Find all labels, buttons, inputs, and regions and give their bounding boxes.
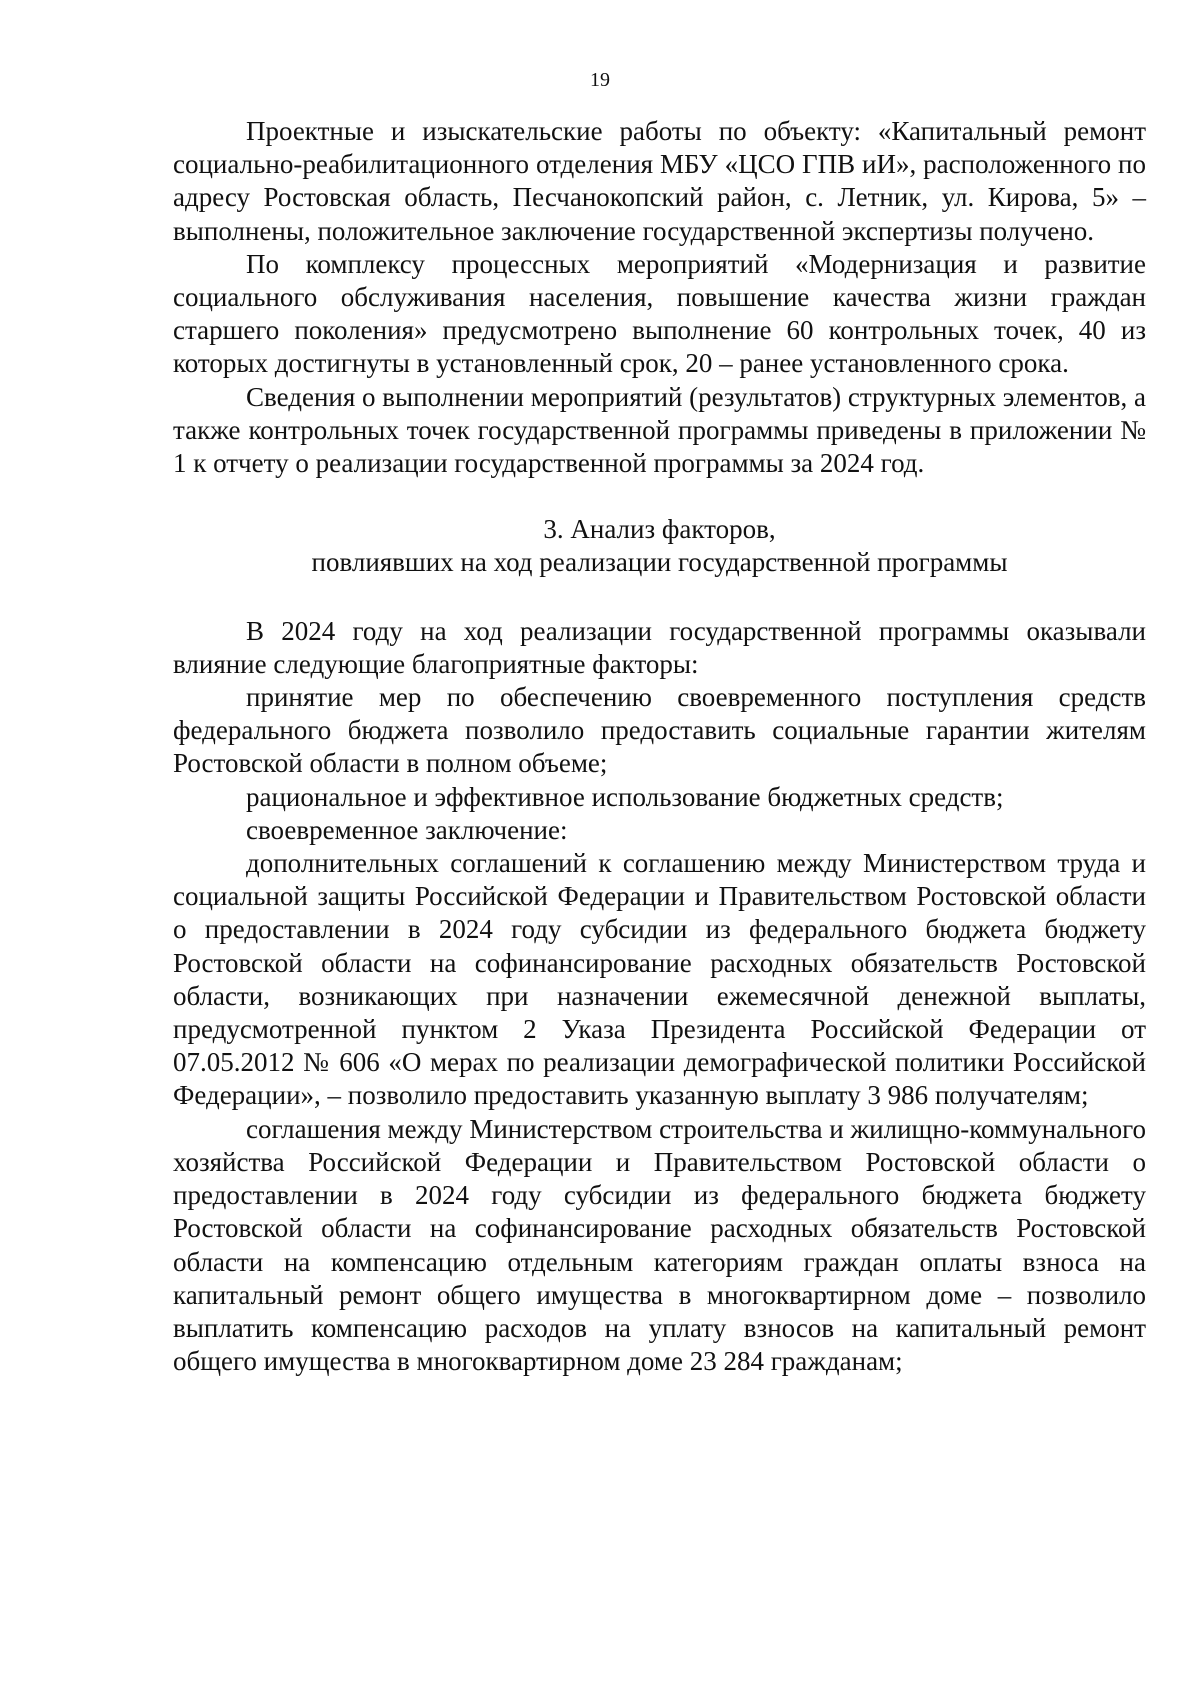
paragraph-federal-funds: принятие мер по обеспечению своевременного поступления средств федерального бюджета позволило предоставить социальные гарантии жителям Ростовской области в полном объеме; [173, 682, 1146, 779]
page-number: 19 [590, 69, 610, 91]
section-heading-line-1: 3. Анализ факторов, [543, 514, 776, 545]
paragraph-rational-use: рациональное и эффективное использование бюджетных средств; [246, 781, 1004, 812]
document-body [173, 115, 1146, 1378]
paragraph-design-works: Проектные и изыскательские работы по объекту: «Капитальный ремонт социально-реабилитационного отделения МБУ «ЦСО ГПВ иИ», расположенного по адресу Ростовская область, Песчанокопский район, с. Летник, ул. Кирова, 5» – выполнены, положительное заключение государственной экспертизы получено. [173, 116, 1146, 246]
paragraph-construction-agreement: соглашения между Министерством строительства и жилищно-коммунального хозяйства Российской Федерации и Правительством Ростовской области о предоставлении в 2024 году субсидии из федерального бюджета бюджету Ростовской области на софинансирование расходных обязательств Ростовской области на компенсацию отдельным категориям граждан оплаты взноса на капитальный ремонт общего имущества в многоквартирном доме – позволило выплатить компенсацию расходов на уплату взносов на капитальный ремонт общего имущества в многоквартирном доме 23 284 гражданам; [173, 1113, 1146, 1377]
paragraph-additional-agreements: дополнительных соглашений к соглашению между Министерством труда и социальной защиты Российской Федерации и Правительством Ростовской области о предоставлении в 2024 году субсидии из федерального бюджета бюджету Ростовской области на софинансирование расходных обязательств Ростовской области, возникающих при назначении ежемесячной денежной выплаты, предусмотренной пунктом 2 Указа Президента Российской Федерации от 07.05.2012 № 606 «О мерах по реализации демографической политики Российской Федерации», – позволило предоставить указанную выплату 3 986 получателям; [173, 848, 1146, 1111]
section-heading [173, 513, 1146, 579]
section-heading-line-2: повлиявших на ход реализации государственной программы [311, 547, 1008, 578]
paragraph-process-measures: По комплексу процессных мероприятий «Модернизация и развитие социального обслуживания населения, повышение качества жизни граждан старшего поколения» предусмотрено выполнение 60 контрольных точек, 40 из которых достигнуты в установленный срок, 20 – ранее установленного срока. [173, 248, 1146, 379]
paragraph-appendix-reference: Сведения о выполнении мероприятий (результатов) структурных элементов, а также контрольных точек государственной программы приведены в приложении № 1 к отчету о реализации государственной программы за 2024 год. [173, 381, 1146, 479]
paragraph-timely-conclusion: своевременное заключение: [246, 814, 568, 845]
paragraph-factors-intro: В 2024 году на ход реализации государственной программы оказывали влияние следующие благоприятные факторы: [173, 615, 1146, 679]
